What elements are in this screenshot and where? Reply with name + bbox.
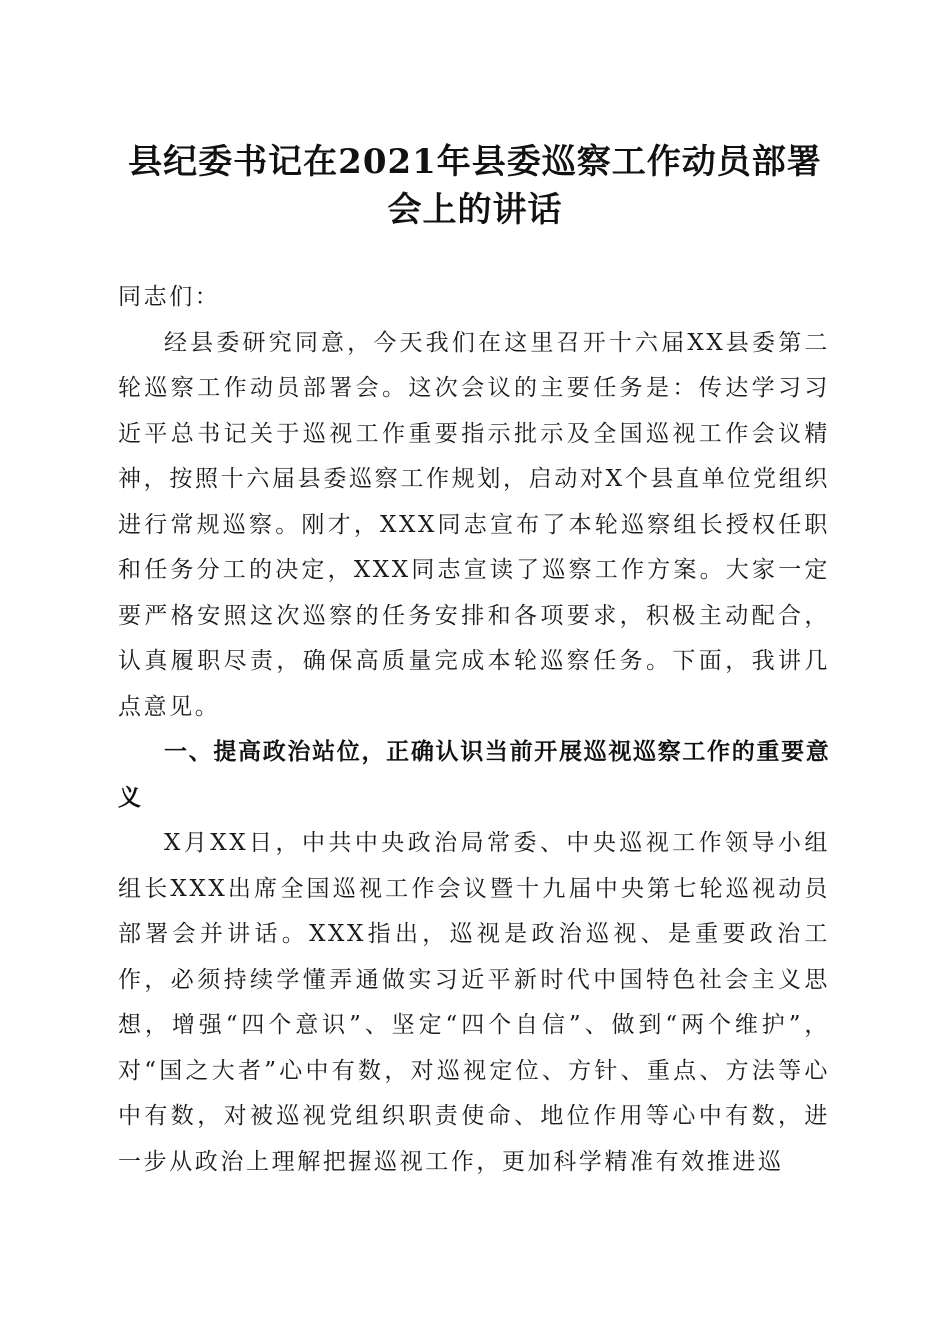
paragraph-intro: 经县委研究同意，今天我们在这里召开十六届XX县委第二轮巡察工作动员部署会。这次会议的主要任务是：传达学习习近平总书记关于巡视工作重要指示批示及全国巡视工作会议精神，按照十六届县委巡察工作规划，启动对X个县直单位党组织进行常规巡察。刚才，XXX同志宣布了本轮巡察组长授权任职和任务分工的决定，XXX同志宣读了巡察工作方案。大家一定要严格安照这次巡察的任务安排和各项要求，积极主动配合，认真履职尽责，确保高质量完成本轮巡察任务。下面，我讲几点意见。 xyxy=(118,329,830,720)
document-title xyxy=(100,138,850,234)
document-body xyxy=(118,275,830,1185)
paragraph-section-1: X月XX日，中共中央政治局常委、中央巡视工作领导小组组长XXX出席全国巡视工作会议暨十九届中央第七轮巡视动员部署会并讲话。XXX指出，巡视是政治巡视、是重要政治工作，必须持续学懂弄通做实习近平新时代中国特色社会主义思想，增强“四个意识”、坚定“四个自信”、做到“两个维护”，对“国之大者”心中有数，对巡视定位、方针、重点、方法等心中有数，对被巡视党组织职责使命、地位作用等心中有数，进一步从政治上理解把握巡视工作，更加科学精准有效推进巡 xyxy=(118,830,830,1175)
title-line-1: 县纪委书记在2021年县委巡察工作动员部署 xyxy=(128,142,822,182)
salutation: 同志们： xyxy=(118,284,221,310)
title-line-2: 会上的讲话 xyxy=(387,190,563,230)
section-heading-1: 一、提高政治站位，正确认识当前开展巡视巡察工作的重要意义 xyxy=(118,739,830,811)
